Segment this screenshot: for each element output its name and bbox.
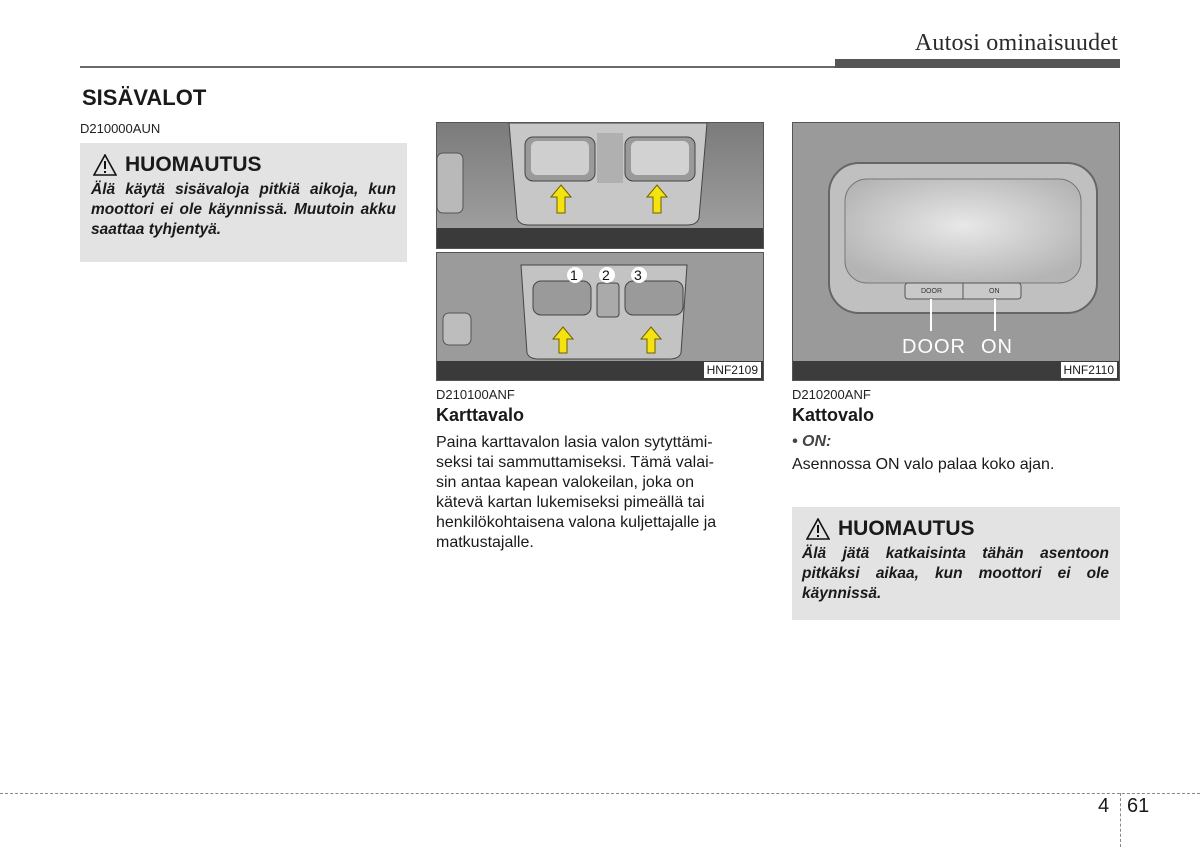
- on-bullet: • ON:: [792, 433, 832, 450]
- warning-icon: [93, 154, 117, 176]
- ceiling-light-description: Asennossa ON valo palaa koko ajan.: [792, 456, 1055, 473]
- header-bar: [835, 59, 1120, 68]
- door-button-label: DOOR: [921, 288, 942, 295]
- image-code: HNF2110: [1061, 362, 1117, 378]
- caution-box-switch: [792, 507, 1120, 620]
- map-light-title: Karttavalo: [436, 405, 525, 425]
- header-rule: [80, 66, 840, 68]
- ceiling-light-photo: [792, 122, 1120, 381]
- map-light-description: Paina karttavalon lasia valon sytyttämi- seksi tai sammuttamiseksi. Tämä valai- sin antaa kapean valokeilan, joka on kätevä kartan lukemiseksi pimeällä tai henkilökohtaisena valona kuljettajalle ja matkustajalle.: [436, 434, 717, 551]
- footer-divider: [1120, 793, 1121, 847]
- page-number: 61: [1127, 795, 1150, 817]
- section-title: SISÄVALOT: [82, 85, 207, 110]
- callout-1: 1: [570, 267, 578, 283]
- on-label: ON: [981, 336, 1013, 358]
- footer-rule: [0, 793, 1200, 794]
- ceiling-light-code: D210200ANF: [792, 387, 871, 402]
- warning-icon: [806, 518, 830, 540]
- map-light-photo-bottom: [436, 252, 764, 381]
- caution-box-battery: [80, 143, 407, 262]
- callout-3: 3: [634, 267, 642, 283]
- door-label: DOOR: [902, 336, 966, 358]
- ceiling-light-title: Kattovalo: [792, 405, 875, 425]
- caution-title: HUOMAUTUS: [838, 517, 975, 540]
- callout-2: 2: [602, 267, 610, 283]
- caution-text: Älä jätä katkaisinta tähän asentoon pitkäksi aikaa, kun moottori ei ole käynnissä.: [802, 545, 1109, 602]
- on-button-label: ON: [989, 288, 1000, 295]
- section-code: D210000AUN: [80, 121, 161, 136]
- caution-text: Älä käytä sisävaloja pitkiä aikoja, kun moottori ei ole käynnissä. Muutoin akku saattaa tyhjentyä.: [91, 181, 396, 238]
- map-light-photo-top: [436, 122, 764, 249]
- image-code: HNF2109: [704, 362, 761, 378]
- caution-title: HUOMAUTUS: [125, 153, 262, 176]
- chapter-number: 4: [1098, 795, 1110, 817]
- running-header: Autosi ominaisuudet: [914, 30, 1118, 56]
- map-light-code: D210100ANF: [436, 387, 515, 402]
